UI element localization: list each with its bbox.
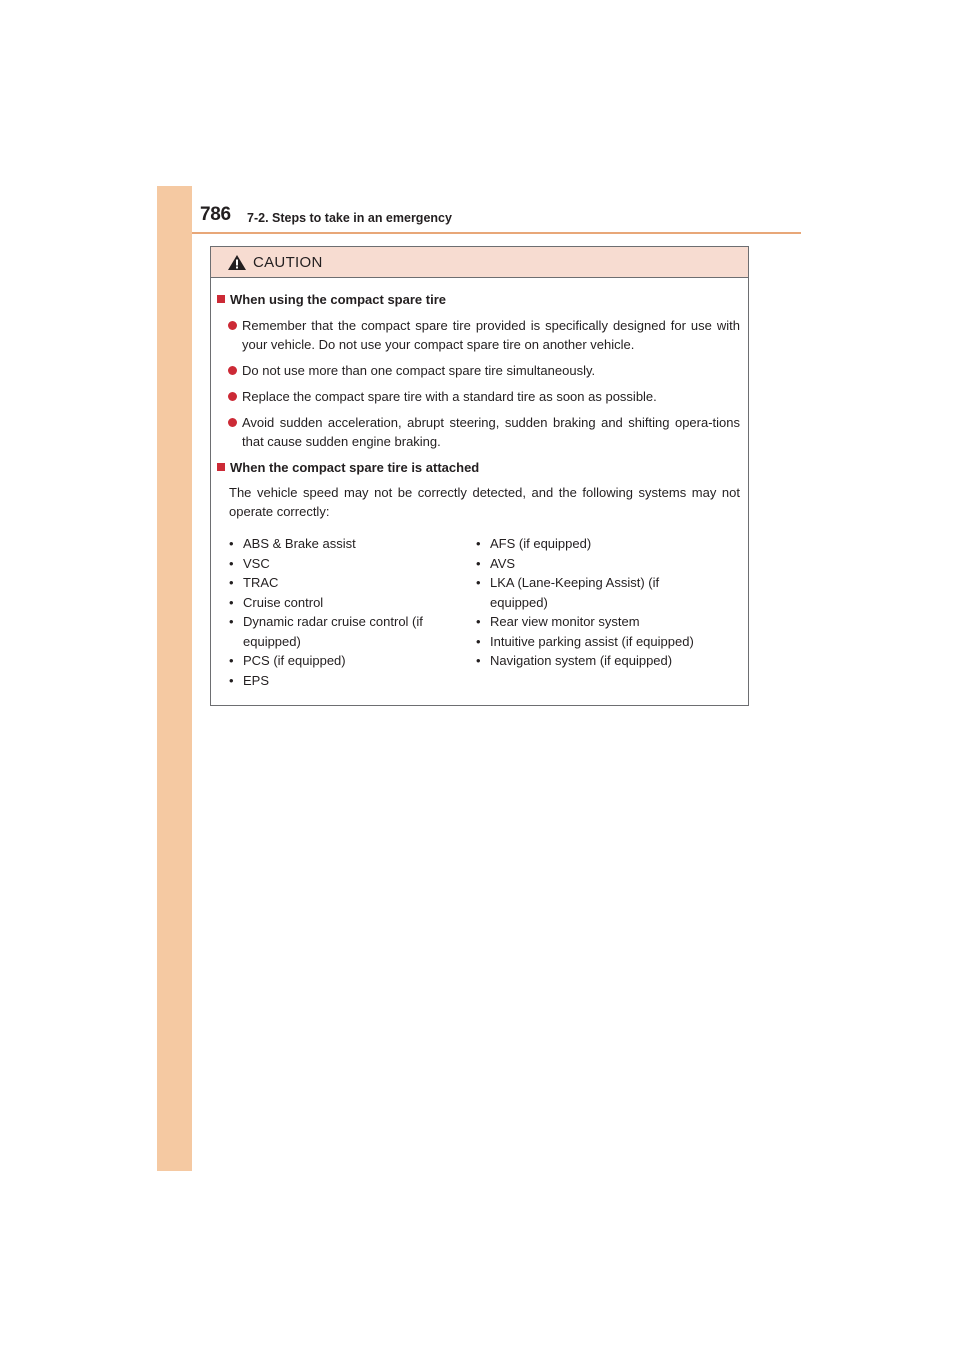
- warning-triangle-icon: [227, 254, 247, 271]
- square-bullet-icon: [217, 295, 225, 303]
- bullet-item: Replace the compact spare tire with a standard tire as soon as possible.: [228, 387, 740, 406]
- systems-list-right: [476, 534, 694, 690]
- systems-list: [229, 534, 748, 690]
- list-item: • LKA (Lane-Keeping Assist) (if equipped): [476, 575, 660, 610]
- bullet-item: Avoid sudden acceleration, abrupt steering, sudden braking and shifting opera-tions that cause sudden engine braking.: [228, 413, 740, 451]
- list-item: • TRAC: [229, 575, 279, 590]
- square-bullet-icon: [217, 463, 225, 471]
- page-number: 786: [200, 204, 231, 225]
- circle-bullet-icon: [228, 321, 237, 330]
- circle-bullet-icon: [228, 366, 237, 375]
- chapter-side-tab: [157, 186, 192, 1171]
- list-item: • Dynamic radar cruise control (if equipped): [229, 614, 423, 649]
- caution-body: [211, 278, 748, 690]
- section-paragraph: The vehicle speed may not be correctly detected, and the following systems may not operate correctly:: [229, 485, 740, 519]
- list-item: • Navigation system (if equipped): [476, 653, 673, 668]
- list-item: • VSC: [229, 555, 270, 571]
- list-item: • AFS (if equipped): [476, 536, 592, 551]
- section-heading-compact-spare-use: When using the compact spare tire: [217, 290, 748, 309]
- list-item: • AVS: [476, 555, 516, 571]
- caution-label: CAUTION: [253, 253, 323, 271]
- systems-list-left: [229, 534, 476, 690]
- list-item: • Intuitive parking assist (if equipped): [476, 633, 694, 649]
- list-item: • Cruise control: [229, 594, 324, 610]
- list-item: • EPS: [229, 672, 270, 688]
- caution-box: [210, 246, 749, 706]
- list-item: • PCS (if equipped): [229, 653, 346, 668]
- circle-bullet-icon: [228, 392, 237, 401]
- section-title: 7-2. Steps to take in an emergency: [247, 211, 452, 225]
- caution-header: [211, 247, 748, 278]
- list-item: • ABS & Brake assist: [229, 536, 356, 551]
- list-item: • Rear view monitor system: [476, 614, 640, 629]
- section-heading-compact-spare-attached: When the compact spare tire is attached: [217, 458, 748, 477]
- circle-bullet-icon: [228, 418, 237, 427]
- bullet-item: Do not use more than one compact spare tire simultaneously.: [228, 361, 740, 380]
- bullet-item: Remember that the compact spare tire provided is specifically designed for use with your vehicle. Do not use your compact spare tire on another vehicle.: [228, 316, 740, 354]
- header-rule: [192, 232, 801, 234]
